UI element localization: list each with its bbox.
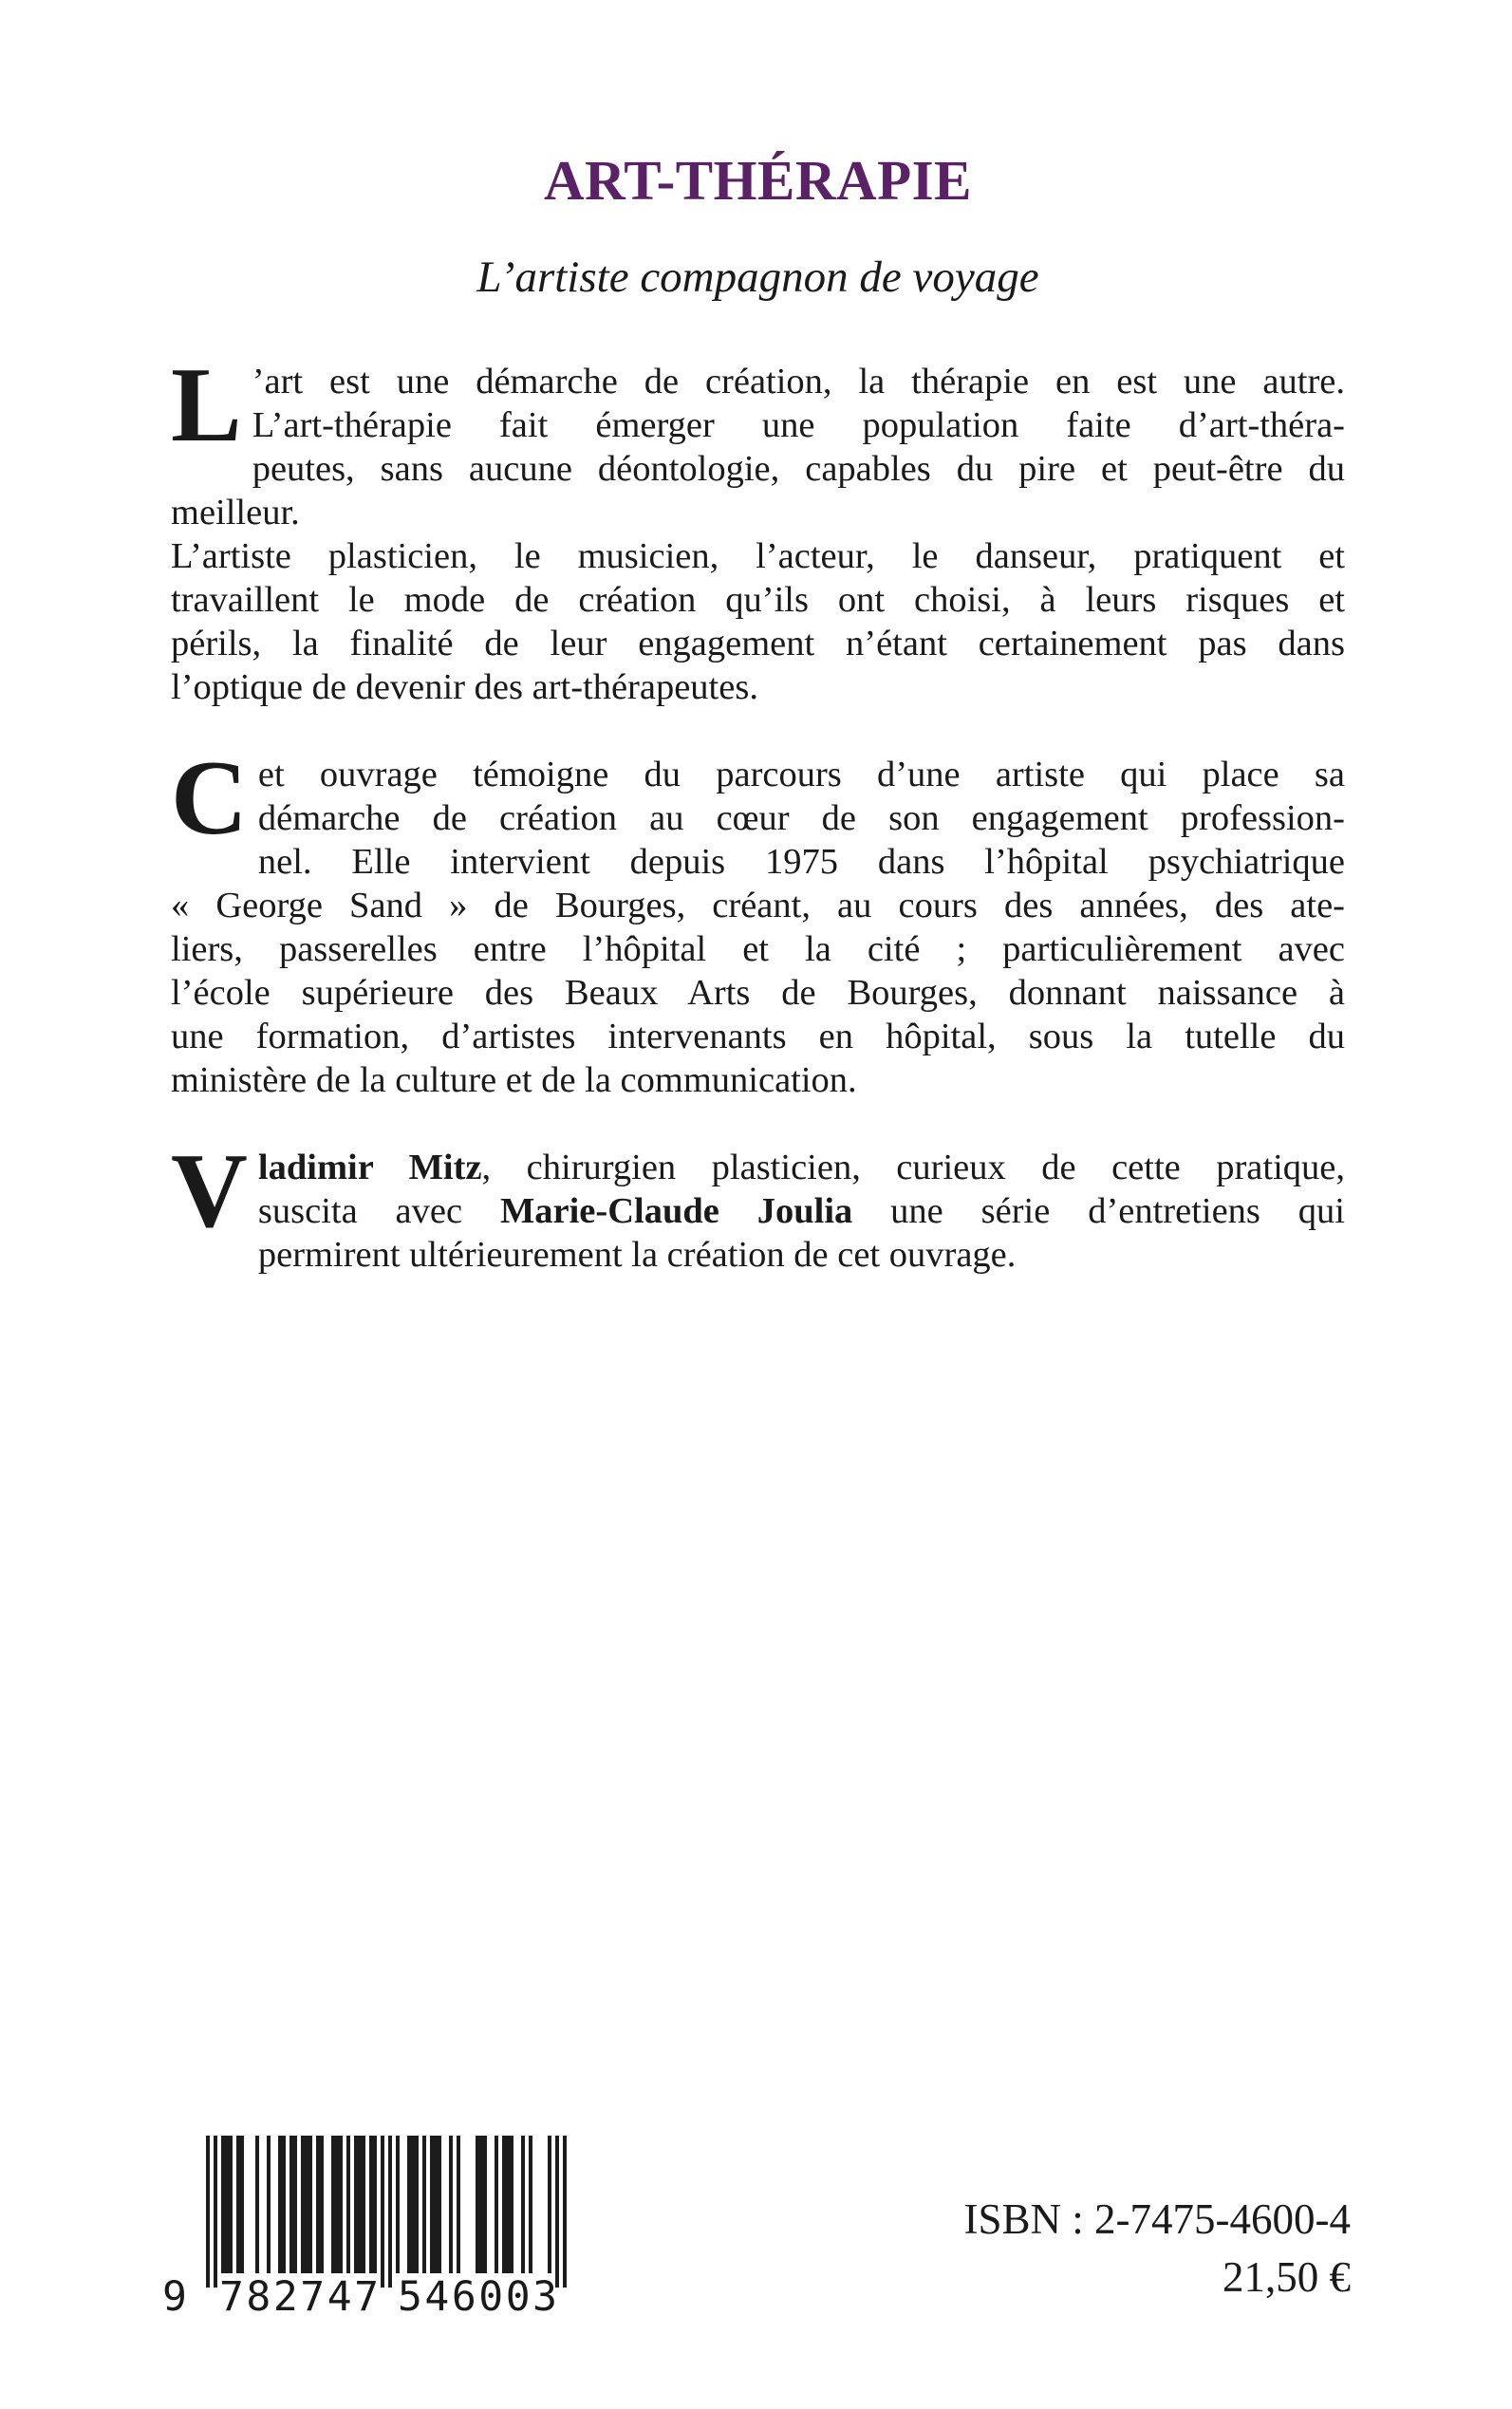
ean13-barcode — [162, 2136, 567, 2325]
isbn-price-block — [964, 2191, 1351, 2306]
barcode-digit: 6 — [451, 2273, 476, 2321]
barcode-digit: 8 — [246, 2273, 271, 2321]
body-line: meilleur. — [171, 493, 300, 532]
body-line: « George Sand » de Bourges, créant, au cours des années, des ate- — [171, 886, 1345, 925]
body-line: suscita avec Marie-Claude Joulia une série d’entretiens qui — [257, 1191, 1345, 1231]
body-line: peutes, sans aucune déontologie, capables du pire et peut-être du — [252, 449, 1345, 489]
drop-cap: V — [171, 1132, 248, 1250]
body-line: travaillent le mode de création qu’ils ont choisi, à leurs risques et — [171, 580, 1345, 620]
barcode-digit: 5 — [398, 2273, 422, 2321]
barcode-digit-group-left — [219, 2274, 379, 2320]
body-line: ladimir Mitz, chirurgien plasticien, curieux de cette pratique, — [257, 1148, 1345, 1187]
barcode-digit: 3 — [532, 2273, 557, 2321]
body-line: L’artiste plasticien, le musicien, l’acteur, le danseur, pratiquent et — [171, 536, 1345, 576]
cover-text-block — [171, 148, 1345, 1277]
blurb-paragraphs — [171, 346, 1345, 1277]
price-text: 21,50 € — [1223, 2253, 1351, 2301]
body-line: ministère de la culture et de la communication. — [171, 1060, 857, 1100]
barcode-digit: 0 — [505, 2273, 531, 2321]
isbn-text: ISBN : 2-7475-4600-4 — [963, 2195, 1351, 2243]
barcode-digit: 4 — [424, 2273, 450, 2321]
barcode-digit: 2 — [272, 2273, 298, 2321]
barcode-digit-group-right — [398, 2274, 557, 2320]
body-line: l’école supérieure des Beaux Arts de Bourges, donnant naissance à — [171, 973, 1345, 1013]
body-line: permirent ultérieurement la création de cet ouvrage. — [257, 1235, 1017, 1275]
barcode-digit: 0 — [478, 2273, 504, 2321]
blurb-paragraph — [171, 1132, 1345, 1277]
drop-cap: L — [171, 346, 242, 464]
barcode-digit: 7 — [219, 2273, 244, 2321]
body-line: l’optique de devenir des art-thérapeutes. — [171, 667, 758, 707]
body-line: nel. Elle intervient depuis 1975 dans l’hôpital psychiatrique — [257, 842, 1345, 882]
body-line: ’art est une démarche de création, la thérapie en est une autre. — [252, 362, 1345, 402]
body-line: L’art-thérapie fait émerger une population faite d’art-théra- — [252, 405, 1345, 445]
blurb-paragraph — [171, 739, 1345, 1102]
book-title: ART-THÉRAPIE — [544, 149, 972, 212]
body-line: démarche de création au cœur de son engagement profession- — [257, 798, 1345, 838]
barcode-bars — [206, 2136, 567, 2289]
book-subtitle: L’artiste compagnon de voyage — [476, 252, 1039, 302]
barcode-lead-digit: 9 — [162, 2273, 187, 2321]
barcode-digit: 7 — [354, 2273, 379, 2321]
body-line: liers, passerelles entre l’hôpital et la cité ; particulièrement avec — [171, 929, 1345, 969]
blurb-paragraph — [171, 346, 1345, 709]
barcode-digit: 7 — [300, 2273, 326, 2321]
body-line: une formation, d’artistes intervenants en hôpital, sous la tutelle du — [171, 1017, 1345, 1056]
drop-cap: C — [171, 739, 248, 857]
body-line: périls, la finalité de leur engagement n’étant certainement pas dans — [171, 624, 1345, 663]
body-line: et ouvrage témoigne du parcours d’une artiste qui place sa — [257, 755, 1345, 794]
barcode-digit: 4 — [327, 2273, 352, 2321]
